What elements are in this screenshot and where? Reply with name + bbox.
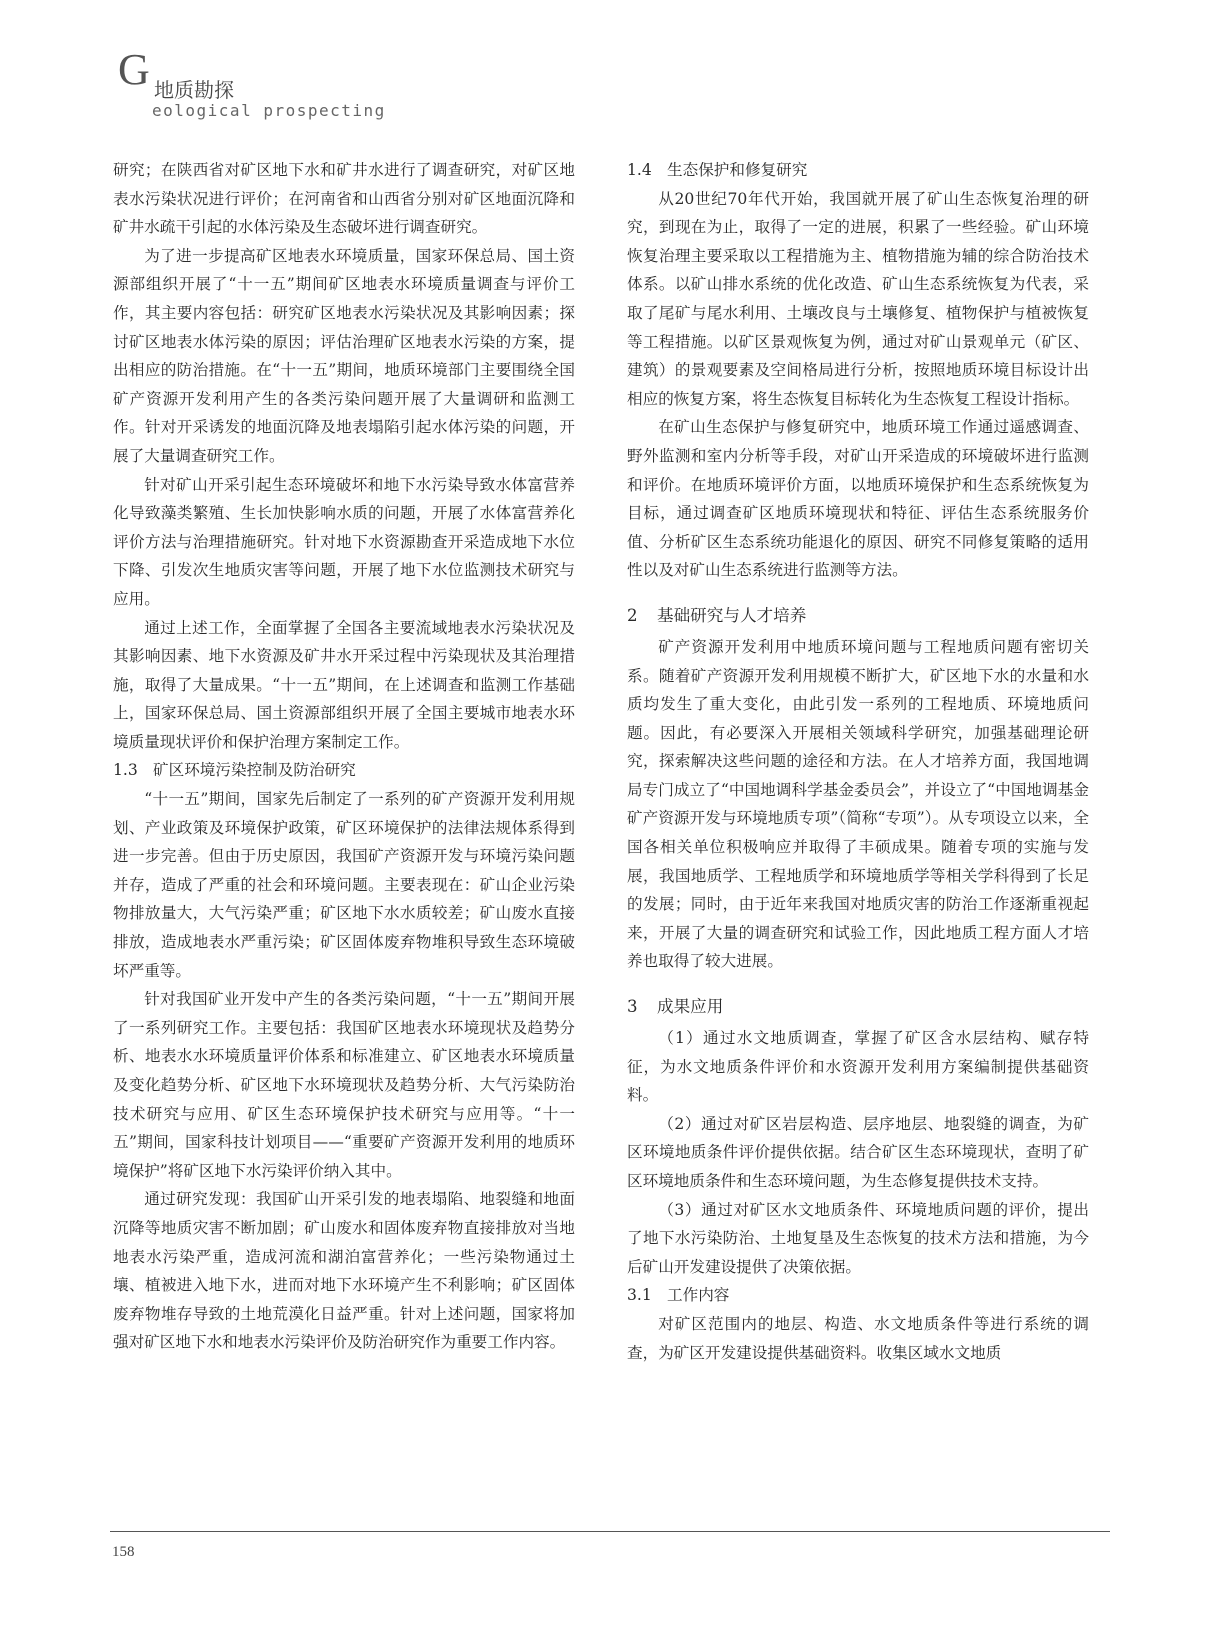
paragraph: 研究；在陕西省对矿区地下水和矿井水进行了调查研究，对矿区地表水污染状况进行评价；在河南省和山西省分别对矿区地面沉降和矿井水疏干引起的水体污染及生态破坏进行调查研究。 (113, 161, 575, 237)
subsection-heading-1-4 (627, 156, 1089, 185)
paragraph: 从20世纪70年代开始，我国就开展了矿山生态恢复治理的研究，到现在为止，取得了一定的进展，积累了一些经验。矿山环境恢复治理主要采取以工程措施为主、植物措施为辅的综合防治技术体系。以矿山排水系统的优化改造、矿山生态系统恢复为代表，采取了尾矿与尾水利用、土壤改良与土壤修复、植物保护与植被恢复等工程措施。以矿区景观恢复为例，通过对矿山景观单元（矿区、建筑）的景观要素及空间格局进行分析，按照地质环境目标设计出相应的恢复方案，将生态恢复目标转化为生态恢复工程设计指标。 (627, 189, 1089, 408)
subsection-heading-1-3 (113, 756, 575, 785)
journal-title-cn: 地质勘探 (154, 78, 234, 102)
section-heading-3 (627, 992, 1089, 1022)
paragraph: 针对矿山开采引起生态环境破坏和地下水污染导致水体富营养化导致藻类繁殖、生长加快影响水质的问题，开展了水体富营养化评价方法与治理措施研究。针对地下水资源勘查开采造成地下水位下降、引发次生地质灾害等问题，开展了地下水位监测技术研究与应用。 (113, 475, 575, 608)
left-column (113, 156, 575, 1357)
paragraph: （2）通过对矿区岩层构造、层序地层、地裂缝的调查，为矿区环境地质条件评价提供依据。结合矿区生态环境现状，查明了矿区环境地质条件和生态环境问题，为生态修复提供技术支持。 (627, 1114, 1089, 1190)
paragraph: “十一五”期间，国家先后制定了一系列的矿产资源开发利用规划、产业政策及环境保护政策，矿区环境保护的法律法规体系得到进一步完善。但由于历史原因，我国矿产资源开发与环境污染问题并存，造成了严重的社会和环境问题。主要表现在：矿山企业污染物排放量大，大气污染严重；矿区地下水水质较差；矿山废水直接排放，造成地表水严重污染；矿区固体废弃物堆积导致生态环境破坏严重等。 (113, 790, 575, 980)
paragraph: （3）通过对矿区水文地质条件、环境地质问题的评价，提出了地下水污染防治、土地复垦及生态恢复的技术方法和措施，为今后矿山开发建设提供了决策依据。 (627, 1200, 1089, 1276)
paragraph: 针对我国矿业开发中产生的各类污染问题，“十一五”期间开展了一系列研究工作。主要包括：我国矿区地表水环境现状及趋势分析、地表水水环境质量评价体系和标准建立、矿区地表水环境质量及变化趋势分析、矿区地下水环境现状及趋势分析、大气污染防治技术研究与应用、矿区生态环境保护技术研究与应用等。“十一五”期间，国家科技计划项目——“重要矿产资源开发利用的地质环境保护”将矿区地下水污染评价纳入其中。 (113, 990, 575, 1180)
paragraph: 通过上述工作，全面掌握了全国各主要流域地表水污染状况及其影响因素、地下水资源及矿井水开采过程中污染现状及其治理措施，取得了大量成果。“十一五”期间，在上述调查和监测工作基础上，国家环保总局、国土资源部组织开展了全国主要城市地表水环境质量现状评价和保护治理方案制定工作。 (113, 618, 575, 751)
subsection-number: 1.4 (627, 161, 652, 179)
page-number: 158 (112, 1544, 135, 1560)
section-heading-2 (627, 601, 1089, 631)
journal-title-en: eological prospecting (152, 101, 386, 120)
journal-logo-letter: G (118, 45, 150, 94)
subsection-heading-3-1 (627, 1281, 1089, 1310)
section-title: 成果应用 (657, 997, 724, 1017)
paragraph: 在矿山生态保护与修复研究中，地质环境工作通过遥感调查、野外监测和室内分析等手段，对矿山开采造成的环境破坏进行监测和评价。在地质环境评价方面，以地质环境保护和生态系统恢复为目标，通过调查矿区地质环境现状和特征、评估生态系统服务价值、分析矿区生态系统功能退化的原因、研究不同修复策略的适用性以及对矿山生态系统进行监测等方法。 (627, 418, 1089, 580)
footer-divider (110, 1531, 1110, 1532)
paragraph: 为了进一步提高矿区地表水环境质量，国家环保总局、国土资源部组织开展了“十一五”期间矿区地表水环境质量调查与评价工作，其主要内容包括：研究矿区地表水污染状况及其影响因素；探讨矿区地表水体污染的原因；评估治理矿区地表水污染的方案，提出相应的防治措施。在“十一五”期间，地质环境部门主要围绕全国矿产资源开发利用产生的各类污染问题开展了大量调研和监测工作。针对开采诱发的地面沉降及地表塌陷引起水体污染的问题，开展了大量调查研究工作。 (113, 246, 575, 465)
subsection-number: 3.1 (627, 1286, 652, 1305)
subsection-title: 矿区环境污染控制及防治研究 (153, 761, 356, 780)
paragraph: 通过研究发现：我国矿山开采引发的地表塌陷、地裂缝和地面沉降等地质灾害不断加剧；矿山废水和固体废弃物直接排放对当地地表水污染严重，造成河流和湖泊富营养化；一些污染物通过土壤、植被进入地下水，进而对地下水环境产生不利影响；矿区固体废弃物堆存导致的土地荒漠化日益严重。针对上述问题，国家将加强对矿区地下水和地表水污染评价及防治研究作为重要工作内容。 (113, 1190, 575, 1352)
paragraph: 对矿区范围内的地层、构造、水文地质条件等进行系统的调查，为矿区开发建设提供基础资料。收集区域水文地质 (627, 1314, 1089, 1362)
subsection-number: 1.3 (113, 761, 138, 780)
subsection-title: 生态保护和修复研究 (667, 161, 808, 179)
subsection-title: 工作内容 (667, 1286, 730, 1305)
section-number: 3 (627, 997, 638, 1017)
paragraph: （1）通过水文地质调查，掌握了矿区含水层结构、赋存特征，为水文地质条件评价和水资源开发利用方案编制提供基础资料。 (627, 1029, 1089, 1105)
section-number: 2 (627, 605, 638, 625)
paragraph: 矿产资源开发利用中地质环境问题与工程地质问题有密切关系。随着矿产资源开发利用规模不断扩大，矿区地下水的水量和水质均发生了重大变化，由此引发一系列的工程地质、环境地质问题。因此，有必要深入开展相关领域科学研究，加强基础理论研究，探索解决这些问题的途径和方法。在人才培养方面，我国地调局专门成立了“中国地调科学基金委员会”，并设立了“中国地调基金矿产资源开发与环境地质专项”（简称“专项”）。从专项设立以来，全国各相关单位积极响应并取得了丰硕成果。随着专项的实施与发展，我国地质学、工程地质学和环境地质学等相关学科得到了长足的发展；同时，由于近年来我国对地质灾害的防治工作逐渐重视起来，开展了大量的调查研究和试验工作，因此地质工程方面人才培养也取得了较大进展。 (627, 637, 1089, 971)
section-title: 基础研究与人才培养 (657, 605, 807, 625)
right-column (627, 156, 1089, 1367)
journal-header (118, 40, 538, 120)
